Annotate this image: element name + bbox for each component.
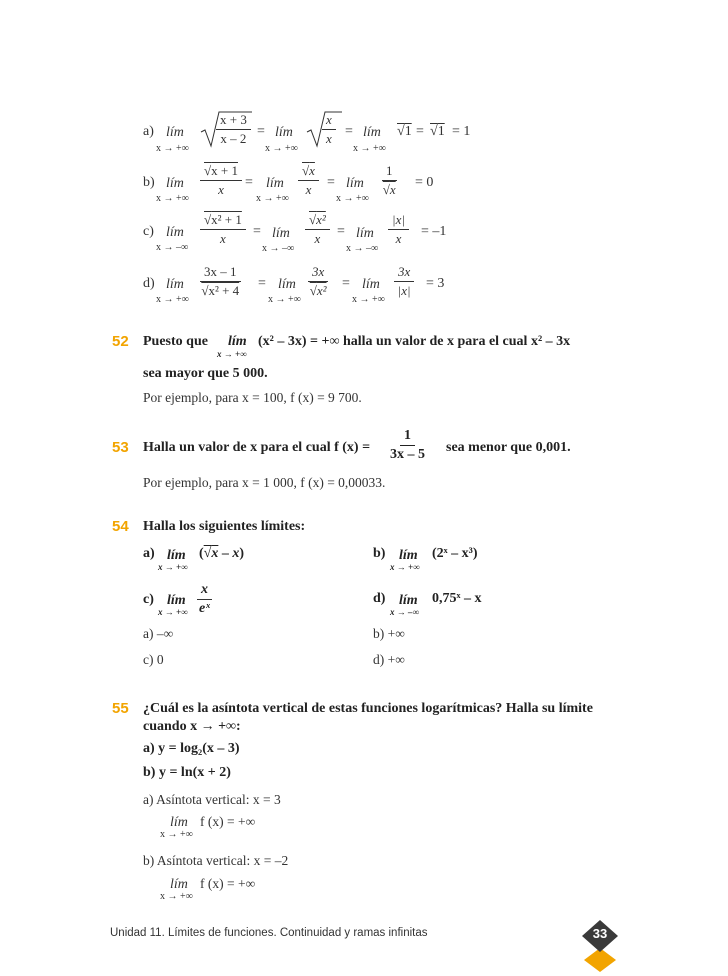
ex54-b-sub: x → +∞ bbox=[390, 562, 420, 572]
frac-a1-den: x – 2 bbox=[220, 131, 247, 146]
eq-c1: = bbox=[253, 224, 261, 239]
one-a: 1 bbox=[404, 124, 412, 139]
ex53-frac-den: 3x – 5 bbox=[390, 447, 425, 462]
ex54-a-expr: (√x – x) bbox=[199, 546, 245, 561]
ex54-c-sub: x → +∞ bbox=[158, 607, 188, 617]
lim-d2: lím bbox=[278, 277, 296, 292]
frac-d2-den: √x² bbox=[309, 283, 327, 298]
frac-b2 bbox=[298, 163, 319, 198]
lim-a2: lím bbox=[275, 125, 293, 140]
frac-c2 bbox=[305, 212, 330, 247]
ex54-b-label: b) bbox=[373, 546, 386, 561]
ex53-answer: Por ejemplo, para x = 1 000, f (x) = 0,00033. bbox=[143, 475, 386, 490]
ex54-a-label: a) bbox=[143, 546, 155, 561]
ex54-b-lim: lím bbox=[399, 548, 418, 563]
ex55-answer-b-lim: lím bbox=[170, 877, 188, 892]
frac-c1-den: x bbox=[220, 231, 226, 246]
frac-b1-num: √x + 1 bbox=[200, 163, 242, 181]
frac-b3-den: √x bbox=[382, 182, 396, 197]
sqrt-one-a2: √1 bbox=[430, 124, 445, 139]
frac-d3-den: |x| bbox=[397, 283, 411, 298]
lim-a1: lím bbox=[166, 125, 184, 140]
eq-b2: = bbox=[327, 175, 335, 190]
ex54-b-expr: (2ˣ – x³) bbox=[432, 546, 478, 561]
ex53-fraction bbox=[390, 428, 425, 463]
frac-a2 bbox=[322, 112, 336, 147]
result-b: = 0 bbox=[415, 175, 434, 190]
lim-d3: lím bbox=[362, 277, 380, 292]
footer-unit-title: Unidad 11. Límites de funciones. Continuidad y ramas infinitas bbox=[110, 927, 428, 939]
lim-a2-sub: x → +∞ bbox=[265, 143, 298, 154]
lim-b3-sub: x → +∞ bbox=[336, 193, 369, 204]
frac-d3-num: 3x bbox=[394, 264, 414, 282]
ex55-question-line2: cuando x → +∞: bbox=[143, 719, 241, 734]
exercise-53-number: 53 bbox=[112, 439, 129, 456]
eq-a2: = bbox=[345, 124, 353, 139]
ex55-answer-b-sub: x → +∞ bbox=[160, 891, 193, 902]
ex52-question-start: Puesto que bbox=[143, 334, 208, 349]
frac-b3-num: 1 bbox=[382, 163, 397, 181]
frac-a1-num: x + 3 bbox=[216, 112, 251, 130]
lim-b2-sub: x → +∞ bbox=[256, 193, 289, 204]
frac-c1 bbox=[200, 212, 246, 247]
lim-c1-sub: x → –∞ bbox=[156, 242, 189, 253]
frac-c2-num: √x² bbox=[305, 212, 330, 230]
lim-c2-sub: x → –∞ bbox=[262, 243, 295, 254]
ex52-answer: Por ejemplo, para x = 100, f (x) = 9 700. bbox=[143, 390, 362, 405]
result-d: = 3 bbox=[426, 276, 445, 291]
frac-c1-num-text: x² + 1 bbox=[211, 212, 242, 227]
item-a-label: a) bbox=[143, 124, 154, 139]
lim-c1: lím bbox=[166, 225, 184, 240]
lim-d1: lím bbox=[166, 277, 184, 292]
lim-b3: lím bbox=[346, 176, 364, 191]
ex54-c-label: c) bbox=[143, 592, 154, 607]
ex55-function-a: a) y = log₂(x – 3) bbox=[143, 741, 240, 756]
result-c: = –1 bbox=[421, 224, 447, 239]
ex55-question-line1: ¿Cuál es la asíntota vertical de estas funciones logarítmicas? Halla su límite bbox=[143, 701, 593, 716]
frac-a1 bbox=[216, 112, 251, 147]
ex54-answer-c: c) 0 bbox=[143, 652, 164, 667]
one-a2: 1 bbox=[437, 124, 445, 139]
frac-d1-den: √x² + 4 bbox=[201, 283, 240, 298]
ex54-c-fraction bbox=[197, 582, 212, 617]
eq-d1: = bbox=[258, 276, 266, 291]
frac-b2-num: √x bbox=[298, 163, 319, 181]
eq-a1: = bbox=[257, 124, 265, 139]
eq-d2: = bbox=[342, 276, 350, 291]
frac-c3 bbox=[388, 212, 409, 247]
frac-d1 bbox=[200, 264, 241, 299]
ex54-answer-d: d) +∞ bbox=[373, 652, 405, 667]
ex54-d-sub: x → –∞ bbox=[390, 607, 419, 617]
frac-d1-num: 3x – 1 bbox=[200, 264, 241, 282]
ex55-answer-a-lim: lím bbox=[170, 815, 188, 830]
ex55-answer-b-expr: f (x) = +∞ bbox=[200, 876, 256, 891]
lim-c3: lím bbox=[356, 226, 374, 241]
lim-b1-sub: x → +∞ bbox=[156, 193, 189, 204]
ex55-answer-a-sub: x → +∞ bbox=[160, 829, 193, 840]
frac-c3-num: |x| bbox=[388, 212, 409, 230]
frac-a2-den: x bbox=[326, 131, 332, 146]
lim-d1-sub: x → +∞ bbox=[156, 294, 189, 305]
frac-b1 bbox=[200, 163, 242, 198]
page-number-badge bbox=[580, 920, 620, 972]
frac-b1-num-text: x + 1 bbox=[211, 163, 238, 178]
eq-a3: = bbox=[416, 124, 424, 139]
ex54-question: Halla los siguientes límites: bbox=[143, 519, 306, 534]
ex54-a-sub: x → +∞ bbox=[158, 562, 188, 572]
exercise-52-number: 52 bbox=[112, 333, 129, 350]
frac-d1-den-text: x² + 4 bbox=[208, 283, 240, 298]
ex53-question-end: sea menor que 0,001. bbox=[446, 440, 571, 455]
ex54-d-lim: lím bbox=[399, 593, 418, 608]
frac-c3-den: x bbox=[395, 231, 402, 246]
ex55-function-b: b) y = ln(x + 2) bbox=[143, 765, 231, 780]
ex52-lim: lím bbox=[228, 334, 247, 349]
ex54-d-label: d) bbox=[373, 591, 386, 606]
result-a: = 1 bbox=[452, 124, 471, 139]
frac-b2-num-text: x bbox=[309, 163, 315, 178]
lim-a3-sub: x → +∞ bbox=[353, 143, 386, 154]
ex54-c-frac-den: eˣ bbox=[199, 601, 210, 616]
ex54-c-lim: lím bbox=[167, 593, 186, 608]
frac-d2 bbox=[308, 264, 328, 299]
ex52-question-expr: (x² – 3x) = +∞ halla un valor de x para el cual x² – 3x bbox=[258, 334, 571, 349]
eq-c2: = bbox=[337, 224, 345, 239]
lim-d3-sub: x → +∞ bbox=[352, 294, 385, 305]
item-d-label: d) bbox=[143, 276, 155, 291]
lim-d2-sub: x → +∞ bbox=[268, 294, 301, 305]
frac-c1-num: √x² + 1 bbox=[200, 212, 246, 230]
ex54-a-lim: lím bbox=[167, 548, 186, 563]
ex55-answer-a-expr: f (x) = +∞ bbox=[200, 814, 256, 829]
ex55-answer-a: a) Asíntota vertical: x = 3 bbox=[143, 792, 281, 807]
ex53-frac-num: 1 bbox=[400, 428, 415, 446]
sqrt-one-a: √1 bbox=[397, 124, 412, 139]
ex52-lim-sub: x → +∞ bbox=[217, 349, 247, 359]
exercise-55-number: 55 bbox=[112, 700, 129, 717]
frac-d3 bbox=[394, 264, 414, 299]
lim-a3: lím bbox=[363, 125, 381, 140]
frac-d2-den-text: x² bbox=[316, 283, 327, 298]
exercise-54-number: 54 bbox=[112, 518, 129, 535]
lim-c3-sub: x → –∞ bbox=[346, 243, 379, 254]
frac-c2-den: x bbox=[314, 231, 321, 246]
ex54-answer-b: b) +∞ bbox=[373, 626, 405, 641]
eq-b1: = bbox=[245, 175, 253, 190]
frac-b3 bbox=[382, 163, 397, 198]
ex54-answer-a: a) –∞ bbox=[143, 626, 174, 641]
ex54-d-expr: 0,75ˣ – x bbox=[432, 591, 482, 606]
lim-c2: lím bbox=[272, 226, 290, 241]
frac-b3-den-text: x bbox=[389, 182, 396, 197]
page-number: 33 bbox=[592, 926, 608, 941]
lim-b2: lím bbox=[266, 176, 284, 191]
ex55-answer-b: b) Asíntota vertical: x = –2 bbox=[143, 853, 289, 868]
item-b-label: b) bbox=[143, 175, 155, 190]
item-c-label: c) bbox=[143, 224, 154, 239]
frac-a2-num: x bbox=[322, 112, 336, 130]
ex52-question-line2: sea mayor que 5 000. bbox=[143, 366, 268, 381]
frac-c2-num-text: x² bbox=[316, 212, 326, 227]
frac-b1-den: x bbox=[218, 182, 224, 197]
ex53-question-start: Halla un valor de x para el cual f (x) = bbox=[143, 440, 371, 455]
frac-b2-den: x bbox=[305, 182, 312, 197]
ex54-c-frac-num: x bbox=[197, 582, 212, 600]
lim-a1-sub: x → +∞ bbox=[156, 143, 189, 154]
frac-d2-num: 3x bbox=[308, 264, 328, 282]
lim-b1: lím bbox=[166, 176, 184, 191]
